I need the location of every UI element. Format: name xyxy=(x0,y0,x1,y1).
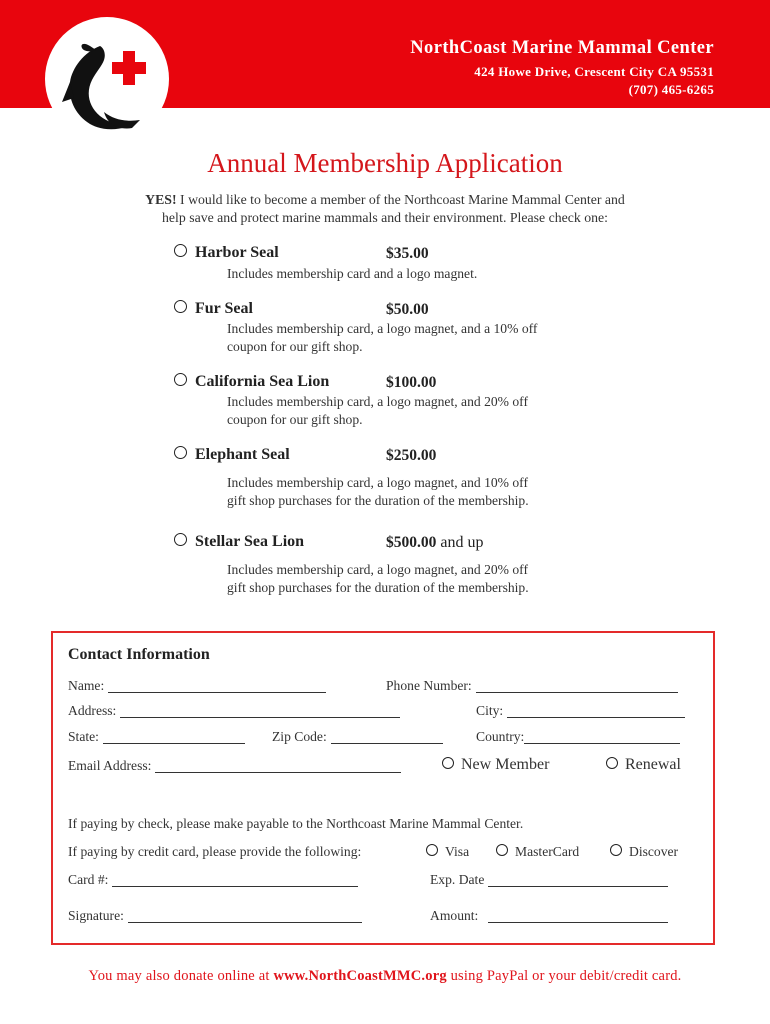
option-desc-line: Includes membership card, a logo magnet, and 20% off xyxy=(227,562,528,577)
signature-label: Signature: xyxy=(68,908,124,923)
option-desc xyxy=(227,393,528,429)
contact-title: Contact Information xyxy=(68,646,210,663)
intro-line-2: help save and protect marine mammals and their environment. Please check one: xyxy=(162,210,608,225)
renewal-label: Renewal xyxy=(625,756,681,773)
mastercard-option[interactable] xyxy=(496,844,579,860)
exp-date-field[interactable] xyxy=(430,872,668,888)
radio-icon[interactable] xyxy=(174,373,187,386)
option-desc-line: Includes membership card, a logo magnet, and 20% off xyxy=(227,394,528,409)
address-label: Address: xyxy=(68,703,117,718)
radio-icon[interactable] xyxy=(426,844,438,856)
radio-icon[interactable] xyxy=(606,757,618,769)
address-input-line[interactable] xyxy=(120,704,400,718)
option-price: $250.00 xyxy=(386,447,437,464)
radio-icon[interactable] xyxy=(174,533,187,546)
footer-post: using PayPal or your debit/credit card. xyxy=(446,968,682,984)
mastercard-label: MasterCard xyxy=(515,844,580,859)
intro-text-1: I would like to become a member of the Northcoast Marine Mammal Center and xyxy=(176,192,625,207)
renewal-option[interactable] xyxy=(606,756,681,774)
option-fur-seal[interactable] xyxy=(174,300,253,318)
radio-icon[interactable] xyxy=(174,244,187,257)
option-harbor-seal[interactable] xyxy=(174,244,279,262)
radio-icon[interactable] xyxy=(174,446,187,459)
exp-date-input-line[interactable] xyxy=(488,873,668,887)
discover-label: Discover xyxy=(629,844,679,859)
phone-input-line[interactable] xyxy=(476,679,678,693)
country-field[interactable] xyxy=(476,729,680,745)
radio-icon[interactable] xyxy=(496,844,508,856)
option-price xyxy=(386,534,483,552)
name-field[interactable] xyxy=(68,678,326,694)
visa-label: Visa xyxy=(445,844,470,859)
page-title: Annual Membership Application xyxy=(207,148,563,178)
zip-input-line[interactable] xyxy=(331,730,443,744)
option-price: $35.00 xyxy=(386,245,429,262)
card-number-field[interactable] xyxy=(68,872,358,888)
footer-url-link[interactable]: www.NorthCoastMMC.org xyxy=(273,968,447,984)
amount-label: Amount: xyxy=(430,908,479,923)
name-label: Name: xyxy=(68,678,105,693)
address-field[interactable] xyxy=(68,703,400,719)
phone-label: Phone Number: xyxy=(386,678,472,693)
option-desc-line: gift shop purchases for the duration of the membership. xyxy=(227,580,529,595)
visa-option[interactable] xyxy=(426,844,469,860)
option-stellar-sea-lion[interactable] xyxy=(174,533,304,551)
state-input-line[interactable] xyxy=(103,730,245,744)
state-field[interactable] xyxy=(68,729,245,745)
signature-input-line[interactable] xyxy=(128,909,362,923)
signature-field[interactable] xyxy=(68,908,362,924)
option-name: Stellar Sea Lion xyxy=(195,533,305,550)
country-input-line[interactable] xyxy=(524,730,680,744)
footer-pre: You may also donate online at xyxy=(88,968,274,984)
state-label: State: xyxy=(68,729,99,744)
card-note: If paying by credit card, please provide the following: xyxy=(68,844,362,859)
footer-note xyxy=(0,968,770,985)
radio-icon[interactable] xyxy=(174,300,187,313)
city-input-line[interactable] xyxy=(507,704,685,718)
city-field[interactable] xyxy=(476,703,685,719)
org-name: NorthCoast Marine Mammal Center xyxy=(410,38,714,58)
option-elephant-seal[interactable] xyxy=(174,446,290,464)
zip-field[interactable] xyxy=(272,729,443,745)
option-price-suffix: and up xyxy=(436,534,484,551)
name-input-line[interactable] xyxy=(108,679,326,693)
seal-cross-logo-icon xyxy=(44,16,170,142)
option-price: $50.00 xyxy=(386,301,429,318)
option-desc xyxy=(227,561,529,597)
option-desc-line: coupon for our gift shop. xyxy=(227,412,363,427)
new-member-option[interactable] xyxy=(442,756,549,774)
discover-option[interactable] xyxy=(610,844,678,860)
org-phone: (707) 465-6265 xyxy=(628,82,714,97)
intro-yes: YES! xyxy=(145,192,177,207)
option-name: Harbor Seal xyxy=(195,244,279,261)
option-desc-line: Includes membership card, a logo magnet, and 10% off xyxy=(227,475,528,490)
email-input-line[interactable] xyxy=(155,759,401,773)
option-price-value: $500.00 xyxy=(386,534,437,551)
radio-icon[interactable] xyxy=(442,757,454,769)
intro-line-1 xyxy=(0,192,770,208)
option-desc xyxy=(227,474,529,510)
phone-field[interactable] xyxy=(386,678,678,694)
option-name: Fur Seal xyxy=(195,300,253,317)
card-number-input-line[interactable] xyxy=(112,873,358,887)
option-desc-line: Includes membership card, a logo magnet, and a 10% off xyxy=(227,321,538,336)
email-label: Email Address: xyxy=(68,758,152,773)
option-desc: Includes membership card and a logo magnet. xyxy=(227,266,478,281)
amount-field[interactable] xyxy=(430,908,668,924)
email-field[interactable] xyxy=(68,758,401,774)
org-address: 424 Howe Drive, Crescent City CA 95531 xyxy=(474,64,714,79)
check-note: If paying by check, please make payable to the Northcoast Marine Mammal Center. xyxy=(68,816,524,831)
amount-input-line[interactable] xyxy=(488,909,668,923)
card-number-label: Card #: xyxy=(68,872,109,887)
option-price: $100.00 xyxy=(386,374,437,391)
option-desc-line: gift shop purchases for the duration of the membership. xyxy=(227,493,529,508)
radio-icon[interactable] xyxy=(610,844,622,856)
option-desc-line: coupon for our gift shop. xyxy=(227,339,363,354)
zip-label: Zip Code: xyxy=(272,729,327,744)
option-desc xyxy=(227,320,537,356)
option-name: Elephant Seal xyxy=(195,446,290,463)
new-member-label: New Member xyxy=(461,756,550,773)
city-label: City: xyxy=(476,703,504,718)
exp-date-label: Exp. Date xyxy=(430,872,485,887)
country-label: Country: xyxy=(476,729,525,744)
option-california-sea-lion[interactable] xyxy=(174,373,329,391)
option-name: California Sea Lion xyxy=(195,373,330,390)
